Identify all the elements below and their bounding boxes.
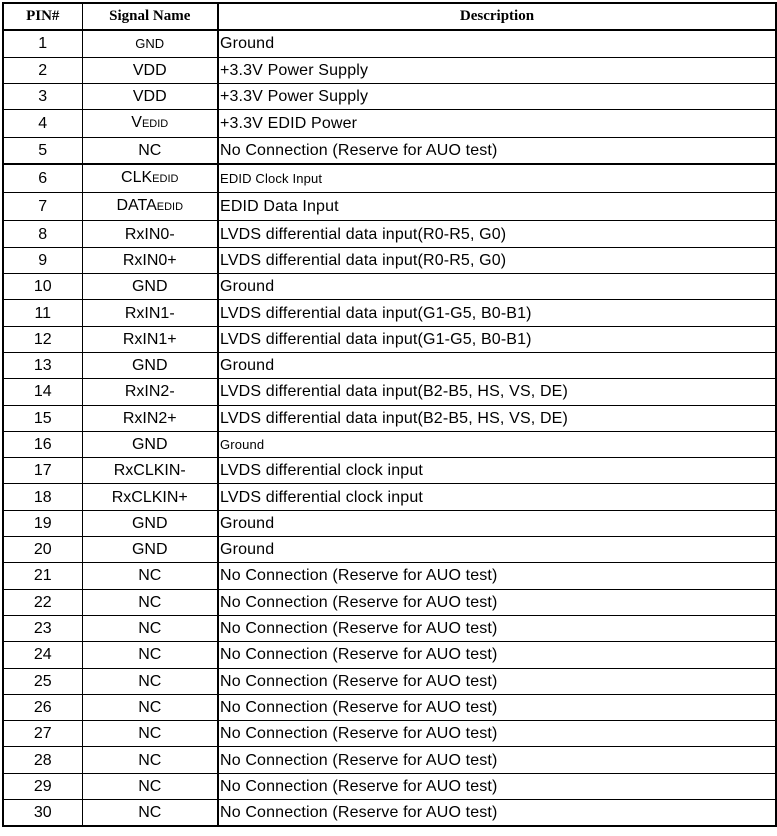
signal-name bbox=[82, 721, 218, 747]
table-row bbox=[3, 164, 776, 193]
signal-main: RxIN1+ bbox=[122, 330, 177, 348]
pin-number: 22 bbox=[3, 589, 82, 615]
table-row bbox=[3, 247, 776, 273]
signal-name bbox=[82, 138, 218, 165]
signal-main: VDD bbox=[132, 88, 167, 106]
table-row bbox=[3, 30, 776, 57]
signal-name bbox=[82, 30, 218, 57]
pin-number: 28 bbox=[3, 747, 82, 773]
table-row bbox=[3, 138, 776, 165]
table-row bbox=[3, 326, 776, 352]
signal-main: DATA bbox=[116, 197, 157, 215]
header-signal-name: Signal Name bbox=[82, 3, 218, 30]
pin-number: 7 bbox=[3, 193, 82, 221]
pin-number: 26 bbox=[3, 694, 82, 720]
pin-number: 4 bbox=[3, 110, 82, 138]
signal-name bbox=[82, 668, 218, 694]
pin-number: 20 bbox=[3, 537, 82, 563]
signal-main: RxIN0- bbox=[124, 225, 175, 243]
pin-description: Ground bbox=[218, 431, 776, 457]
signal-subscript: EDID bbox=[156, 201, 184, 214]
pin-number: 29 bbox=[3, 773, 82, 799]
signal-main: GND bbox=[131, 436, 168, 453]
pin-description: No Connection (Reserve for AUO test) bbox=[218, 800, 776, 827]
signal-main: RxIN0+ bbox=[122, 251, 177, 269]
table-row bbox=[3, 721, 776, 747]
pin-description: No Connection (Reserve for AUO test) bbox=[218, 138, 776, 165]
signal-main: GND bbox=[131, 278, 168, 296]
signal-name bbox=[82, 405, 218, 431]
table-row bbox=[3, 405, 776, 431]
signal-name bbox=[82, 247, 218, 273]
signal-name bbox=[82, 773, 218, 799]
pin-description: No Connection (Reserve for AUO test) bbox=[218, 642, 776, 668]
pin-description: LVDS differential clock input bbox=[218, 458, 776, 484]
pin-description: Ground bbox=[218, 352, 776, 378]
pin-description: No Connection (Reserve for AUO test) bbox=[218, 563, 776, 589]
pin-description: EDID Data Input bbox=[218, 193, 776, 221]
pin-description: No Connection (Reserve for AUO test) bbox=[218, 773, 776, 799]
signal-main: RxIN2+ bbox=[122, 409, 177, 427]
signal-main: NC bbox=[138, 777, 162, 795]
pin-number: 15 bbox=[3, 405, 82, 431]
table-row bbox=[3, 642, 776, 668]
header-pin: PIN# bbox=[3, 3, 82, 30]
pin-description: LVDS differential data input(R0-R5, G0) bbox=[218, 221, 776, 247]
pin-description: +3.3V Power Supply bbox=[218, 57, 776, 83]
table-row bbox=[3, 773, 776, 799]
signal-name bbox=[82, 193, 218, 221]
pin-description: LVDS differential data input(B2-B5, HS, VS, DE) bbox=[218, 405, 776, 431]
signal-main: GND bbox=[131, 357, 168, 375]
pin-number: 24 bbox=[3, 642, 82, 668]
pin-assignment-table bbox=[2, 2, 777, 827]
pin-description: No Connection (Reserve for AUO test) bbox=[218, 694, 776, 720]
signal-name bbox=[82, 83, 218, 109]
pin-description: Ground bbox=[218, 510, 776, 536]
pin-number: 30 bbox=[3, 800, 82, 827]
pin-number: 16 bbox=[3, 431, 82, 457]
signal-name bbox=[82, 589, 218, 615]
signal-main: NC bbox=[138, 142, 162, 160]
pin-number: 18 bbox=[3, 484, 82, 510]
pin-description: Ground bbox=[218, 30, 776, 57]
signal-name bbox=[82, 800, 218, 827]
pin-number: 21 bbox=[3, 563, 82, 589]
pin-number: 27 bbox=[3, 721, 82, 747]
pin-description: LVDS differential data input(R0-R5, G0) bbox=[218, 247, 776, 273]
pin-description: Ground bbox=[218, 274, 776, 300]
table-row bbox=[3, 379, 776, 405]
table-row bbox=[3, 615, 776, 641]
table-row bbox=[3, 747, 776, 773]
pin-number: 25 bbox=[3, 668, 82, 694]
signal-name bbox=[82, 694, 218, 720]
header-description: Description bbox=[218, 3, 776, 30]
signal-main: NC bbox=[138, 620, 162, 638]
signal-name bbox=[82, 458, 218, 484]
signal-subscript: EDID bbox=[141, 118, 169, 131]
pin-description: LVDS differential data input(G1-G5, B0-B1) bbox=[218, 326, 776, 352]
table-row bbox=[3, 352, 776, 378]
pin-number: 17 bbox=[3, 458, 82, 484]
signal-main: RxIN1- bbox=[124, 304, 175, 322]
pin-number: 23 bbox=[3, 615, 82, 641]
pin-description: No Connection (Reserve for AUO test) bbox=[218, 747, 776, 773]
pin-description: No Connection (Reserve for AUO test) bbox=[218, 668, 776, 694]
pin-description: +3.3V Power Supply bbox=[218, 83, 776, 109]
signal-name bbox=[82, 352, 218, 378]
signal-name bbox=[82, 57, 218, 83]
signal-name bbox=[82, 747, 218, 773]
table-row bbox=[3, 57, 776, 83]
signal-main: NC bbox=[138, 593, 162, 611]
signal-main: GND bbox=[135, 36, 165, 52]
pin-description: +3.3V EDID Power bbox=[218, 110, 776, 138]
pin-number: 5 bbox=[3, 138, 82, 165]
pin-number: 3 bbox=[3, 83, 82, 109]
pin-number: 12 bbox=[3, 326, 82, 352]
table-row bbox=[3, 274, 776, 300]
table-header-row bbox=[3, 3, 776, 30]
signal-main: NC bbox=[138, 567, 162, 585]
table-row bbox=[3, 484, 776, 510]
pin-number: 11 bbox=[3, 300, 82, 326]
signal-name bbox=[82, 221, 218, 247]
signal-main: RxCLKIN- bbox=[113, 462, 186, 480]
pin-number: 8 bbox=[3, 221, 82, 247]
signal-main: GND bbox=[131, 514, 168, 532]
pin-description: EDID Clock Input bbox=[218, 164, 776, 193]
signal-main: GND bbox=[131, 541, 168, 559]
table-row bbox=[3, 589, 776, 615]
table-row bbox=[3, 300, 776, 326]
pin-description: No Connection (Reserve for AUO test) bbox=[218, 589, 776, 615]
signal-name bbox=[82, 431, 218, 457]
signal-name bbox=[82, 274, 218, 300]
pin-number: 2 bbox=[3, 57, 82, 83]
table-row bbox=[3, 83, 776, 109]
signal-main: NC bbox=[138, 672, 162, 690]
signal-name bbox=[82, 642, 218, 668]
pin-description: LVDS differential data input(G1-G5, B0-B1) bbox=[218, 300, 776, 326]
signal-main: RxCLKIN+ bbox=[111, 488, 188, 506]
pin-number: 9 bbox=[3, 247, 82, 273]
pin-description: LVDS differential data input(B2-B5, HS, VS, DE) bbox=[218, 379, 776, 405]
signal-main: NC bbox=[138, 646, 162, 664]
signal-main: NC bbox=[138, 698, 162, 716]
signal-main: VDD bbox=[132, 61, 167, 79]
signal-name bbox=[82, 615, 218, 641]
pin-number: 14 bbox=[3, 379, 82, 405]
pin-number: 10 bbox=[3, 274, 82, 300]
pin-description: No Connection (Reserve for AUO test) bbox=[218, 615, 776, 641]
table-row bbox=[3, 431, 776, 457]
table-row bbox=[3, 800, 776, 827]
signal-name bbox=[82, 484, 218, 510]
signal-name bbox=[82, 563, 218, 589]
signal-subscript: EDID bbox=[152, 173, 179, 186]
pin-number: 6 bbox=[3, 164, 82, 193]
signal-main: NC bbox=[138, 804, 162, 822]
signal-name bbox=[82, 164, 218, 193]
table-row bbox=[3, 221, 776, 247]
pin-description: Ground bbox=[218, 537, 776, 563]
table-row bbox=[3, 694, 776, 720]
signal-main: CLK bbox=[121, 169, 153, 187]
signal-main: NC bbox=[138, 725, 162, 743]
table-row bbox=[3, 510, 776, 536]
table-row bbox=[3, 563, 776, 589]
pin-number: 19 bbox=[3, 510, 82, 536]
table-body bbox=[3, 30, 776, 826]
signal-name bbox=[82, 379, 218, 405]
table-row bbox=[3, 458, 776, 484]
table-row bbox=[3, 537, 776, 563]
pin-description: LVDS differential clock input bbox=[218, 484, 776, 510]
signal-name bbox=[82, 300, 218, 326]
table-row bbox=[3, 110, 776, 138]
signal-name bbox=[82, 110, 218, 138]
signal-main: RxIN2- bbox=[124, 383, 175, 401]
table-row bbox=[3, 668, 776, 694]
pin-number: 1 bbox=[3, 30, 82, 57]
signal-main: NC bbox=[138, 751, 162, 769]
signal-main: V bbox=[131, 114, 142, 132]
signal-name bbox=[82, 326, 218, 352]
signal-name bbox=[82, 537, 218, 563]
table-row bbox=[3, 193, 776, 221]
pin-description: No Connection (Reserve for AUO test) bbox=[218, 721, 776, 747]
signal-name bbox=[82, 510, 218, 536]
pin-number: 13 bbox=[3, 352, 82, 378]
